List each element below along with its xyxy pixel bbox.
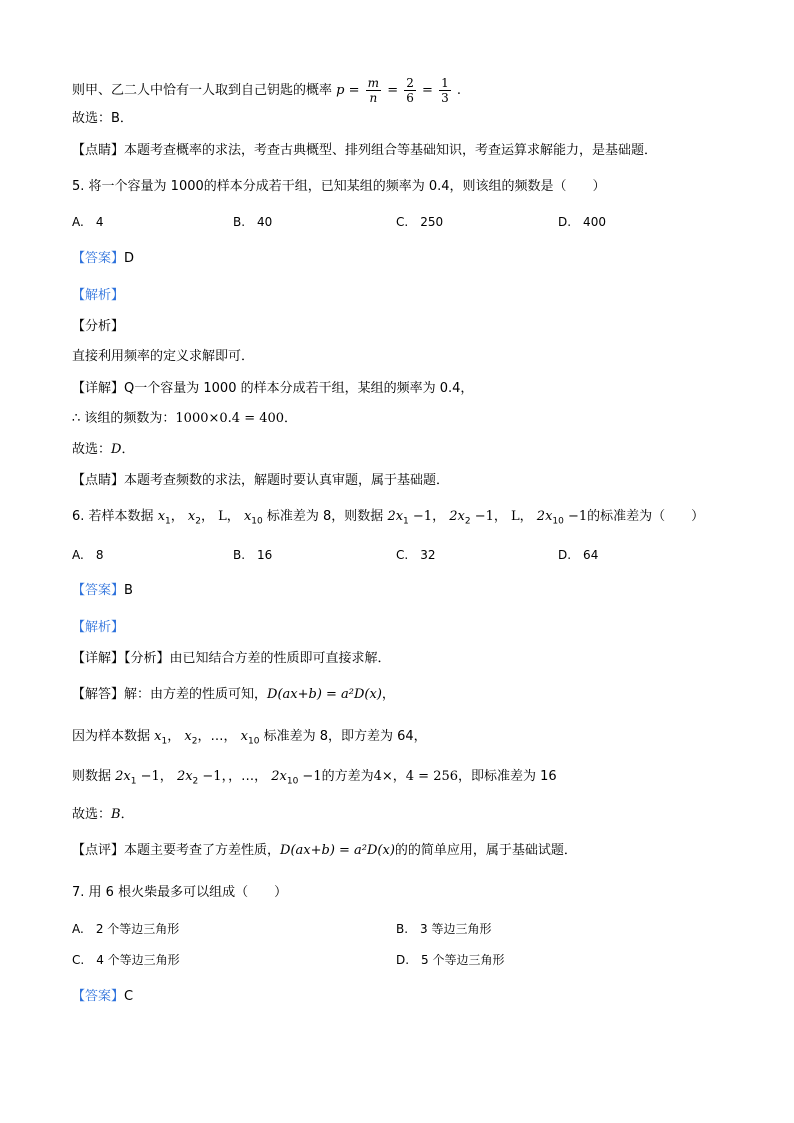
term: 2x	[449, 509, 465, 524]
choice-line-b: 故选：B．	[72, 111, 133, 126]
q7-option-c: C. 4 个等边三角形	[72, 953, 180, 967]
q7-option-a: A. 2 个等边三角形	[72, 922, 180, 936]
question-7-stem: 7. 用 6 根火柴最多可以组成（ ）	[72, 885, 288, 900]
select-prefix: 故选：	[72, 807, 112, 822]
q6-prefix: 6. 若样本数据	[72, 509, 154, 524]
probability-line	[72, 76, 461, 105]
minus-one: −1，	[470, 509, 507, 524]
comma: ，	[381, 687, 395, 702]
comma: ，	[170, 509, 184, 524]
term: 2x	[271, 769, 287, 784]
answer-value: C	[124, 989, 134, 1004]
equals: =	[422, 83, 433, 98]
x-var: x	[243, 509, 252, 524]
q5-comment	[72, 472, 449, 490]
ellipsis: L	[511, 509, 520, 524]
answer-value: D	[124, 251, 135, 266]
review-tail: 的的简单应用，属于基础试题．	[394, 843, 577, 858]
detail-body: 由已知结合方差的性质即可直接求解．	[169, 651, 391, 666]
variance-calc: 4×，4 = 256	[373, 769, 459, 784]
variance-formula: D(ax+b) = a²D(x)	[280, 843, 395, 858]
x-var: x	[157, 509, 166, 524]
equals: =	[348, 83, 360, 98]
subscript: 1	[130, 776, 137, 787]
subscript: 2	[192, 776, 199, 787]
q5-option-d: D. 400	[558, 215, 606, 229]
line-prefix: 则数据	[72, 769, 112, 784]
q6-analysis-label: 【解析】	[72, 620, 125, 635]
comment-label: 【点睛】	[72, 473, 125, 488]
subscript: 10	[251, 516, 263, 527]
select-value: D	[111, 442, 122, 457]
equals: =	[387, 83, 399, 98]
minus-one: −1，	[408, 509, 446, 524]
ellipsis: L	[218, 509, 227, 524]
detail-label: 【详解】	[72, 381, 125, 396]
minus-one: −1，	[136, 769, 173, 784]
q6-option-a: A. 8	[72, 548, 104, 562]
q5-fenxi-body: 直接利用频率的定义求解即可．	[72, 349, 255, 364]
q6-select	[72, 806, 134, 824]
q5-detail	[72, 380, 473, 398]
select-prefix: 故选：	[72, 442, 112, 457]
line-tail: 的方差为	[321, 769, 374, 784]
period: .	[456, 83, 461, 98]
q7-answer	[72, 988, 133, 1006]
review-label: 【点评】	[72, 843, 125, 858]
variance-formula: D(ax+b) = a²D(x)	[267, 687, 382, 702]
review-body: 本题主要考查了方差性质，	[124, 843, 281, 858]
q6-option-d: D. 64	[558, 548, 599, 562]
x-var: x	[154, 729, 162, 744]
q5-option-c: C. 250	[396, 215, 444, 229]
q5-select	[72, 441, 134, 459]
probability-text: 则甲、乙二人中恰有一人取到自己钥匙的概率	[72, 83, 333, 98]
ellipsis-sep: ，…，	[228, 769, 268, 784]
term: 2x	[387, 509, 404, 524]
q6-tail: 的标准差为（ ）	[587, 509, 705, 524]
ellipsis-sep: ，…，	[197, 729, 237, 744]
commentary-line: 【点睛】本题考查概率的求法，考查古典概型、排列组合等基础知识，考查运算求解能力，是基础题．	[72, 143, 658, 158]
q6-solution	[72, 686, 395, 704]
subscript: 1	[165, 516, 171, 527]
q5-fenxi-label: 【分析】	[72, 319, 125, 334]
question-6-stem	[72, 508, 704, 526]
line-prefix: 因为样本数据	[72, 729, 151, 744]
answer-label: 【答案】	[72, 251, 125, 266]
subscript: 10	[247, 736, 260, 747]
comma: ，	[167, 729, 181, 744]
subscript: 10	[286, 776, 299, 787]
period: ．	[284, 411, 298, 426]
comma: ，	[519, 509, 533, 524]
subscript: 2	[195, 516, 201, 527]
calc-prefix: ∴ 该组的频数为：	[72, 411, 176, 426]
minus-one: −1	[563, 509, 588, 524]
comma: ，	[201, 509, 215, 524]
q6-detail	[72, 650, 391, 668]
select-value: B	[111, 807, 121, 822]
x-var: x	[187, 509, 196, 524]
minus-one: −1	[298, 769, 322, 784]
subscript: 1	[161, 736, 168, 747]
solution-body: 解：由方差的性质可知，	[124, 687, 268, 702]
q6-answer	[72, 582, 133, 600]
x-var: x	[184, 729, 192, 744]
detail-label: 【详解】【分析】	[72, 651, 170, 666]
detail-body: Q一个容量为 1000 的样本分成若干组，某组的频率为 0.4，	[124, 381, 474, 396]
fraction-1-3: $\frac{1}{3}$	[441, 76, 449, 105]
answer-label: 【答案】	[72, 989, 125, 1004]
q5-option-a: A. 4	[72, 215, 104, 229]
line-tail: 标准差为 8，即方差为 64，	[263, 729, 427, 744]
answer-value: B	[124, 583, 133, 598]
period: ．	[121, 442, 135, 457]
fraction-m-n: $\frac{m}{n}$	[367, 76, 380, 105]
q6-line3	[72, 768, 557, 786]
subscript: 1	[403, 516, 409, 527]
q6-middle: 标准差为 8，则数据	[266, 509, 384, 524]
x-var: x	[240, 729, 248, 744]
q5-analysis-label: 【解析】	[72, 288, 125, 303]
q7-option-b: B. 3 等边三角形	[396, 922, 492, 936]
q6-line2	[72, 728, 427, 746]
q6-review	[72, 842, 577, 860]
solution-label: 【解答】	[72, 687, 125, 702]
q5-option-b: B. 40	[233, 215, 273, 229]
line-end: ，即标准差为 16	[458, 769, 557, 784]
question-5-stem: 5. 将一个容量为 1000的样本分成若干组，已知某组的频率为 0.4，则该组的频数是（ ）	[72, 179, 606, 194]
calc-expression: 1000×0.4 = 400	[175, 411, 285, 426]
answer-label: 【答案】	[72, 583, 125, 598]
q5-calc	[72, 410, 297, 428]
fraction-2-6: $\frac{2}{6}$	[406, 76, 414, 105]
minus-one: −1，	[198, 769, 229, 784]
period: ．	[120, 807, 134, 822]
term: 2x	[115, 769, 131, 784]
q7-option-d: D. 5 个等边三角形	[396, 953, 505, 967]
term: 2x	[176, 769, 193, 784]
p-symbol: p	[336, 83, 345, 98]
subscript: 10	[552, 516, 564, 527]
q6-option-b: B. 16	[233, 548, 273, 562]
q5-answer	[72, 250, 134, 268]
subscript: 2	[191, 736, 198, 747]
q6-option-c: C. 32	[396, 548, 436, 562]
comma: ，	[226, 509, 240, 524]
term: 2x	[536, 509, 553, 524]
comment-body: 本题考查频数的求法，解题时要认真审题，属于基础题．	[124, 473, 450, 488]
subscript: 2	[464, 516, 471, 527]
